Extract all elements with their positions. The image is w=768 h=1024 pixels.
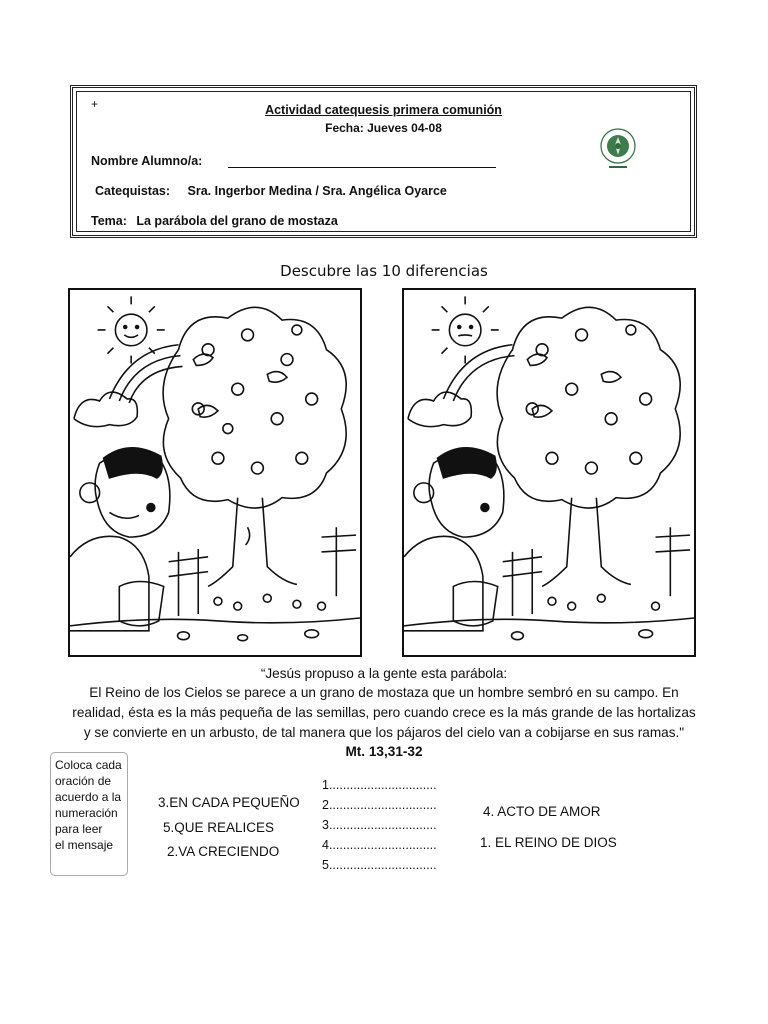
phrase-4: 4. ACTO DE AMOR xyxy=(483,804,601,819)
instruction-line: Coloca cada xyxy=(55,758,122,772)
school-seal-icon xyxy=(594,124,642,172)
scene-left-image xyxy=(68,288,362,657)
topic-label: Tema: xyxy=(91,214,127,228)
catechists-row xyxy=(95,184,447,198)
student-name-row xyxy=(91,154,496,168)
plus-mark: + xyxy=(91,97,99,111)
differences-title: Descubre las 10 diferencias xyxy=(280,262,488,280)
topic-row xyxy=(91,214,338,228)
phrase-1: 1. EL REINO DE DIOS xyxy=(480,835,617,850)
activity-date: Fecha: Jueves 04-08 xyxy=(325,121,442,135)
quote-line-4: y se convierte en un arbusto, de tal manera que los pájaros del cielo van a cobijarse en sus ramas." xyxy=(83,725,685,740)
phrase-5: 5.QUE REALICES xyxy=(163,820,275,835)
answer-blank-3[interactable]: 3............................... xyxy=(322,818,437,832)
header-box xyxy=(70,85,697,238)
instruction-line: numeración xyxy=(55,806,118,820)
quote-line-2: El Reino de los Cielos se parece a un grano de mostaza que un hombre sembró en su campo. En xyxy=(89,685,679,700)
answer-blank-4[interactable]: 4............................... xyxy=(322,838,437,852)
quote-line-1: “Jesús propuso a la gente esta parábola: xyxy=(260,666,508,681)
catechists-names: Sra. Ingerbor Medina / Sra. Angélica Oyarce xyxy=(187,184,447,198)
student-name-label: Nombre Alumno/a: xyxy=(91,154,203,168)
instructions-box xyxy=(50,752,128,876)
quote-line-3: realidad, ésta es la más pequeña de las semillas, pero cuando crece es la más grande de las hortalizas xyxy=(72,705,696,720)
answer-blank-5[interactable]: 5............................... xyxy=(322,858,437,872)
student-name-field[interactable] xyxy=(228,156,496,168)
answer-blank-1[interactable]: 1............................... xyxy=(322,778,437,792)
scene-right-image xyxy=(402,288,696,657)
bible-reference: Mt. 13,31-32 xyxy=(345,744,423,759)
phrase-2: 2.VA CRECIENDO xyxy=(167,844,280,859)
instruction-line: oración de xyxy=(55,774,112,788)
instruction-line: para leer xyxy=(55,822,103,836)
activity-title: Actividad catequesis primera comunión xyxy=(265,103,502,117)
header-inner-border xyxy=(76,91,691,232)
catechists-label: Catequistas: xyxy=(95,184,171,198)
topic-text: La parábola del grano de mostaza xyxy=(136,214,338,228)
answer-blank-2[interactable]: 2............................... xyxy=(322,798,437,812)
instruction-line: acuerdo a la xyxy=(55,790,122,804)
phrase-3: 3.EN CADA PEQUEÑO xyxy=(158,795,300,810)
instruction-line: el mensaje xyxy=(55,838,114,852)
